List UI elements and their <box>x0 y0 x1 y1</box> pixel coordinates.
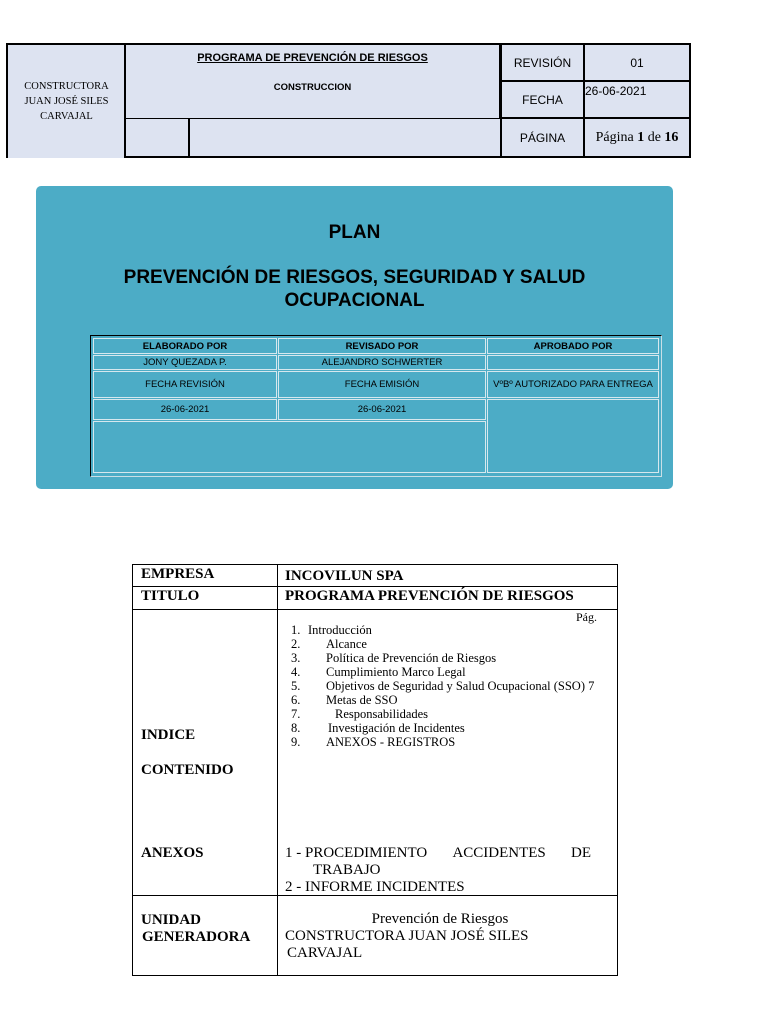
aprobado-header: APROBADO POR <box>487 338 659 354</box>
signature-area <box>93 421 486 473</box>
vobo-label: VºBº AUTORIZADO PARA ENTREGA <box>487 371 659 398</box>
list-item: 6. Metas de SSO <box>291 693 398 707</box>
unidad-generadora-value: Prevención de Riesgos CONSTRUCTORA JUAN JOSÉ SILES CARVAJAL <box>285 911 529 961</box>
titulo-label: TITULO <box>141 588 200 604</box>
list-item: 7. Responsabilidades <box>291 707 429 721</box>
date-label: FECHA <box>500 80 585 119</box>
page-label: PÁGINA <box>500 117 585 158</box>
plan-cover-box <box>36 186 673 489</box>
anexos-list <box>285 845 591 896</box>
page-prefix: Página <box>595 129 634 145</box>
row-divider <box>133 586 617 587</box>
header-blank-cell <box>124 118 190 158</box>
program-title-cell <box>124 43 501 119</box>
page-number <box>583 117 691 158</box>
elaborado-name: JONY QUEZADA P. <box>93 355 277 370</box>
date-value: 26-06-2021 <box>583 80 691 119</box>
page-column-label: Pág. <box>576 610 597 624</box>
list-item: 9. ANEXOS - REGISTROS <box>291 735 456 749</box>
fecha-emision-label: FECHA EMISIÓN <box>278 371 486 398</box>
empresa-value: INCOVILUN SPA <box>285 568 404 584</box>
anexo-item: 1 - PROCEDIMIENTO ACCIDENTES DE <box>285 845 591 861</box>
list-item: 5. Objetivos de Seguridad y Salud Ocupacional (SSO) 7 <box>291 679 595 693</box>
page-current: 1 <box>637 129 645 145</box>
anexo-item: 2 - INFORME INCIDENTES <box>285 879 465 895</box>
fecha-emision-value: 26-06-2021 <box>278 399 486 420</box>
company-name: CONSTRUCTORA JUAN JOSÉ SILES CARVAJAL <box>6 43 125 158</box>
page-total: 16 <box>664 129 679 145</box>
revision-value: 01 <box>583 43 691 82</box>
column-divider <box>277 565 278 975</box>
indice-label: INDICE <box>141 727 196 743</box>
fecha-revision-label: FECHA REVISIÓN <box>93 371 277 398</box>
aprobado-name <box>487 355 659 370</box>
signature-table <box>90 335 662 477</box>
program-title: PROGRAMA DE PREVENCIÓN DE RIESGOS <box>197 52 428 64</box>
list-item: 1. Introducción <box>291 623 372 637</box>
header-blank-cell <box>189 118 502 158</box>
revisado-header: REVISADO POR <box>278 338 486 354</box>
index-table <box>132 564 618 976</box>
fecha-revision-value: 26-06-2021 <box>93 399 277 420</box>
plan-subtitle: PREVENCIÓN DE RIESGOS, SEGURIDAD Y SALUD OCUPACIONAL <box>123 267 586 311</box>
revisado-name: ALEJANDRO SCHWERTER <box>278 355 486 370</box>
unidad-label: UNIDAD <box>141 912 201 928</box>
row-divider <box>133 609 617 610</box>
list-item: 8. Investigación de Incidentes <box>291 721 465 735</box>
contents-list <box>291 623 596 749</box>
revision-label: REVISIÓN <box>500 43 585 82</box>
anexos-label: ANEXOS <box>141 845 204 861</box>
page-sep: de <box>647 129 661 145</box>
list-item: 2. Alcance <box>291 637 367 651</box>
empresa-label: EMPRESA <box>141 566 215 582</box>
document-header <box>6 43 691 158</box>
approval-signature-area <box>487 399 659 473</box>
list-item: 4. Cumplimiento Marco Legal <box>291 665 466 679</box>
elaborado-header: ELABORADO POR <box>93 338 277 354</box>
anexo-item-continuation: TRABAJO <box>313 862 381 878</box>
titulo-value: PROGRAMA PREVENCIÓN DE RIESGOS <box>285 588 574 604</box>
contenido-label: CONTENIDO <box>141 762 234 778</box>
list-item: 3. Política de Prevención de Riesgos <box>291 651 497 665</box>
generadora-label: GENERADORA <box>142 929 251 945</box>
plan-title: PLAN <box>328 222 381 243</box>
program-subtitle: CONSTRUCCION <box>273 82 352 93</box>
